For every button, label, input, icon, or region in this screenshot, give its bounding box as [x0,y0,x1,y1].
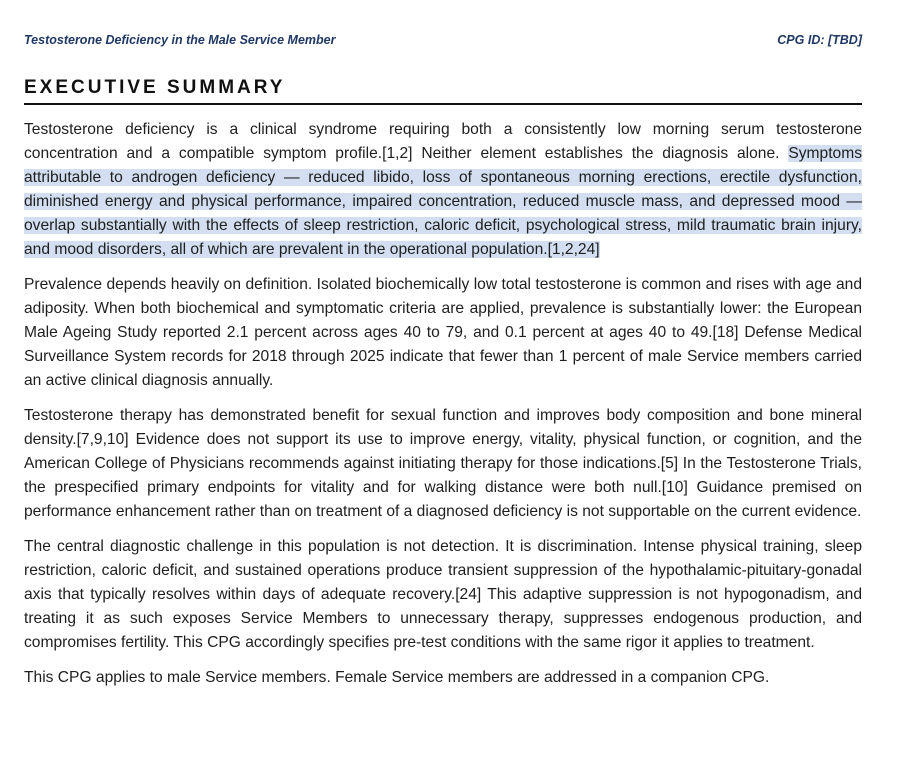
paragraph-4: The central diagnostic challenge in this population is not detection. It is discrimination. Intense physical training, sleep restriction, caloric deficit, and sustained operations produce transient suppression of the hypothalamic-pituitary-gonadal axis that typically resolves within days of adequate recovery.[24] This adaptive suppression is not hypogonadism, and treating it as such exposes Service Members to unnecessary therapy, suppresses endogenous production, and compromises fertility. This CPG accordingly specifies pre-test conditions with the same rigor it applies to treatment. [24,538,862,651]
body-text [24,118,862,701]
document-title: Testosterone Deficiency in the Male Service Member [24,33,336,47]
paragraph-1-text: Testosterone deficiency is a clinical syndrome requiring both a consistently low morning serum testosterone concentration and a compatible symptom profile.[1,2] Neither element establishes the diagnosis alone. [24,121,862,162]
running-header [24,33,862,47]
cpg-id: CPG ID: [TBD] [777,33,862,47]
section-title: EXECUTIVE SUMMARY [24,77,862,105]
highlighted-text-selection[interactable]: Symptoms attributable to androgen deficiency — reduced libido, loss of spontaneous morning erections, erectile dysfunction, diminished energy and physical performance, impaired concentration, reduced muscle mass, and depressed mood — overlap substantially with the effects of sleep restriction, caloric deficit, psychological stress, mild traumatic brain injury, and mood disorders, all of which are prevalent in the operational population.[1,2,24] [24,145,862,258]
paragraph-3: Testosterone therapy has demonstrated benefit for sexual function and improves body composition and bone mineral density.[7,9,10] Evidence does not support its use to improve energy, vitality, physical function, or cognition, and the American College of Physicians recommends against initiating therapy for those indications.[5] In the Testosterone Trials, the prespecified primary endpoints for vitality and for walking distance were both null.[10] Guidance premised on performance enhancement rather than on treatment of a diagnosed deficiency is not supportable on the current evidence. [24,407,862,520]
paragraph-5: This CPG applies to male Service members. Female Service members are addressed in a companion CPG. [24,669,770,686]
paragraph-2: Prevalence depends heavily on definition. Isolated biochemically low total testosterone is common and rises with age and adiposity. When both biochemical and symptomatic criteria are applied, prevalence is substantially lower: the European Male Ageing Study reported 2.1 percent across ages 40 to 79, and 0.1 percent at ages 40 to 49.[18] Defense Medical Surveillance System records for 2018 through 2025 indicate that fewer than 1 percent of male Service members carried an active clinical diagnosis annually. [24,276,862,389]
paragraph-1 [24,118,862,262]
